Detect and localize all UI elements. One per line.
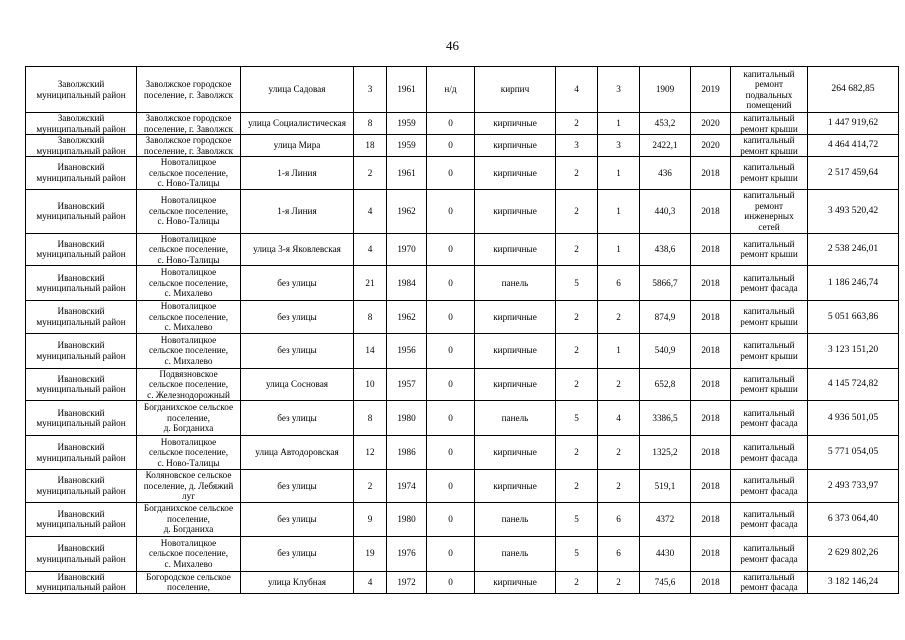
cell-area: 440,3 (640, 189, 691, 233)
cell-wall-material: кирпичные (475, 157, 556, 190)
cell-district: Ивановский муниципальный район (26, 571, 137, 593)
cell-district: Ивановский муниципальный район (26, 333, 137, 368)
cell-col-6-value: 0 (427, 266, 475, 301)
cell-wall-material: кирпичные (475, 333, 556, 368)
cell-street: без улицы (241, 266, 354, 301)
cell-work-type: капитальный ремонт фасада (731, 571, 808, 593)
cell-entrances: 2 (598, 368, 640, 401)
cell-wall-material: кирпичные (475, 571, 556, 593)
cell-district: Заволжский муниципальный район (26, 67, 137, 113)
cell-house-number: 8 (354, 401, 387, 436)
cell-work-type: капитальный ремонт крыши (731, 157, 808, 190)
cell-house-number: 18 (354, 135, 387, 157)
cell-street: 1-я Линия (241, 157, 354, 190)
cell-work-type: капитальный ремонт крыши (731, 233, 808, 266)
cell-floors: 2 (556, 157, 598, 190)
cell-street: улица Сосновая (241, 368, 354, 401)
cell-work-type: капитальный ремонт фасада (731, 502, 808, 536)
cell-street: улица Мира (241, 135, 354, 157)
cell-floors: 3 (556, 135, 598, 157)
cell-house-number: 2 (354, 470, 387, 503)
table-row (26, 401, 899, 436)
cell-floors: 2 (556, 301, 598, 334)
cell-street: без улицы (241, 536, 354, 571)
cell-area: 874,9 (640, 301, 691, 334)
cell-work-type: капитальный ремонт инженерных сетей (731, 189, 808, 233)
cell-entrances: 2 (598, 436, 640, 470)
cell-area: 5866,7 (640, 266, 691, 301)
cell-house-number: 4 (354, 189, 387, 233)
cell-repair-year: 2018 (691, 436, 731, 470)
cell-floors: 5 (556, 266, 598, 301)
cell-district: Ивановский муниципальный район (26, 233, 137, 266)
cell-repair-year: 2018 (691, 536, 731, 571)
cell-col-6-value: 0 (427, 157, 475, 190)
cell-street: улица Автодоровская (241, 436, 354, 470)
page-number: 46 (446, 38, 459, 53)
cell-settlement: Заволжское городское поселение, г. Заволжск (137, 113, 241, 135)
cell-build-year: 1962 (387, 301, 427, 334)
cell-col-6-value: 0 (427, 135, 475, 157)
cell-house-number: 8 (354, 113, 387, 135)
cell-amount: 5 051 663,86 (808, 301, 899, 334)
cell-build-year: 1984 (387, 266, 427, 301)
cell-house-number: 19 (354, 536, 387, 571)
cell-settlement: Новоталицкое сельское поселение, с. Ново-Талицы (137, 233, 241, 266)
table-row (26, 157, 899, 190)
cell-wall-material: кирпичные (475, 368, 556, 401)
cell-street: улица Социалистическая (241, 113, 354, 135)
cell-build-year: 1961 (387, 67, 427, 113)
cell-floors: 2 (556, 571, 598, 593)
cell-wall-material: кирпичные (475, 233, 556, 266)
cell-wall-material: кирпичные (475, 436, 556, 470)
cell-floors: 2 (556, 436, 598, 470)
cell-street: без улицы (241, 301, 354, 334)
table-row (26, 135, 899, 157)
cell-street: 1-я Линия (241, 189, 354, 233)
cell-settlement: Богданихское сельское поселение, д. Богданиха (137, 401, 241, 436)
cell-amount: 3 493 520,42 (808, 189, 899, 233)
cell-floors: 2 (556, 233, 598, 266)
cell-col-6-value: 0 (427, 113, 475, 135)
cell-repair-year: 2018 (691, 266, 731, 301)
cell-area: 438,6 (640, 233, 691, 266)
cell-work-type: капитальный ремонт фасада (731, 436, 808, 470)
cell-wall-material: панель (475, 502, 556, 536)
cell-house-number: 14 (354, 333, 387, 368)
cell-entrances: 1 (598, 113, 640, 135)
cell-amount: 2 493 733,97 (808, 470, 899, 503)
cell-floors: 2 (556, 470, 598, 503)
cell-district: Ивановский муниципальный район (26, 536, 137, 571)
cell-house-number: 12 (354, 436, 387, 470)
cell-settlement: Новоталицкое сельское поселение, с. Михалево (137, 266, 241, 301)
cell-entrances: 6 (598, 536, 640, 571)
cell-street: улица Садовая (241, 67, 354, 113)
cell-area: 4430 (640, 536, 691, 571)
cell-entrances: 4 (598, 401, 640, 436)
cell-amount: 2 517 459,64 (808, 157, 899, 190)
table-row (26, 189, 899, 233)
cell-settlement: Новоталицкое сельское поселение, с. Ново-Талицы (137, 436, 241, 470)
cell-wall-material: кирпичные (475, 301, 556, 334)
cell-build-year: 1957 (387, 368, 427, 401)
cell-floors: 5 (556, 401, 598, 436)
cell-settlement: Заволжское городское поселение, г. Заволжск (137, 135, 241, 157)
cell-entrances: 1 (598, 233, 640, 266)
cell-district: Заволжский муниципальный район (26, 113, 137, 135)
cell-work-type: капитальный ремонт фасада (731, 401, 808, 436)
cell-district: Ивановский муниципальный район (26, 189, 137, 233)
cell-floors: 5 (556, 502, 598, 536)
cell-floors: 2 (556, 333, 598, 368)
cell-house-number: 21 (354, 266, 387, 301)
cell-repair-year: 2018 (691, 571, 731, 593)
cell-settlement: Новоталицкое сельское поселение, с. Михалево (137, 536, 241, 571)
cell-settlement: Новоталицкое сельское поселение, с. Михалево (137, 333, 241, 368)
cell-house-number: 4 (354, 571, 387, 593)
cell-amount: 1 447 919,62 (808, 113, 899, 135)
table-row (26, 368, 899, 401)
cell-floors: 2 (556, 189, 598, 233)
cell-work-type: капитальный ремонт крыши (731, 301, 808, 334)
cell-build-year: 1956 (387, 333, 427, 368)
cell-wall-material: кирпичные (475, 470, 556, 503)
cell-col-6-value: 0 (427, 502, 475, 536)
cell-wall-material: кирпич (475, 67, 556, 113)
cell-area: 2422,1 (640, 135, 691, 157)
cell-settlement: Подвязновское сельское поселение, с. Железнодорожный (137, 368, 241, 401)
cell-work-type: капитальный ремонт крыши (731, 113, 808, 135)
cell-repair-year: 2018 (691, 333, 731, 368)
cell-col-6-value: 0 (427, 333, 475, 368)
cell-district: Заволжский муниципальный район (26, 135, 137, 157)
cell-amount: 4 936 501,05 (808, 401, 899, 436)
cell-amount: 5 771 054,05 (808, 436, 899, 470)
cell-settlement: Новоталицкое сельское поселение, с. Михалево (137, 301, 241, 334)
cell-col-6-value: 0 (427, 436, 475, 470)
cell-entrances: 1 (598, 333, 640, 368)
cell-wall-material: панель (475, 266, 556, 301)
cell-amount: 3 123 151,20 (808, 333, 899, 368)
cell-build-year: 1986 (387, 436, 427, 470)
cell-entrances: 6 (598, 266, 640, 301)
cell-district: Ивановский муниципальный район (26, 301, 137, 334)
cell-repair-year: 2019 (691, 67, 731, 113)
cell-amount: 4 464 414,72 (808, 135, 899, 157)
cell-street: без улицы (241, 333, 354, 368)
cell-amount: 3 182 146,24 (808, 571, 899, 593)
cell-district: Ивановский муниципальный район (26, 401, 137, 436)
cell-house-number: 4 (354, 233, 387, 266)
table-row (26, 536, 899, 571)
cell-settlement: Коляновское сельское поселение, д. Лебяжий луг (137, 470, 241, 503)
cell-settlement: Богородское сельское поселение, (137, 571, 241, 593)
cell-col-6-value: н/д (427, 67, 475, 113)
cell-area: 540,9 (640, 333, 691, 368)
cell-street: улица 3-я Яковлевская (241, 233, 354, 266)
cell-col-6-value: 0 (427, 571, 475, 593)
cell-floors: 5 (556, 536, 598, 571)
cell-area: 436 (640, 157, 691, 190)
table-row (26, 233, 899, 266)
cell-build-year: 1959 (387, 113, 427, 135)
cell-wall-material: кирпичные (475, 135, 556, 157)
cell-amount: 2 538 246,01 (808, 233, 899, 266)
table-row (26, 436, 899, 470)
cell-street: без улицы (241, 401, 354, 436)
table-row (26, 502, 899, 536)
cell-wall-material: панель (475, 401, 556, 436)
cell-house-number: 10 (354, 368, 387, 401)
cell-area: 1325,2 (640, 436, 691, 470)
cell-area: 453,2 (640, 113, 691, 135)
cell-settlement: Новоталицкое сельское поселение, с. Ново-Талицы (137, 157, 241, 190)
cell-settlement: Богданихское сельское поселение, д. Богданиха (137, 502, 241, 536)
cell-col-6-value: 0 (427, 233, 475, 266)
cell-house-number: 3 (354, 67, 387, 113)
cell-build-year: 1972 (387, 571, 427, 593)
cell-district: Ивановский муниципальный район (26, 470, 137, 503)
cell-amount: 1 186 246,74 (808, 266, 899, 301)
cell-amount: 2 629 802,26 (808, 536, 899, 571)
cell-work-type: капитальный ремонт подвальных помещений (731, 67, 808, 113)
cell-build-year: 1970 (387, 233, 427, 266)
cell-work-type: капитальный ремонт фасада (731, 470, 808, 503)
cell-area: 519,1 (640, 470, 691, 503)
cell-build-year: 1959 (387, 135, 427, 157)
cell-entrances: 3 (598, 135, 640, 157)
cell-wall-material: панель (475, 536, 556, 571)
cell-entrances: 1 (598, 189, 640, 233)
cell-house-number: 8 (354, 301, 387, 334)
table-row (26, 113, 899, 135)
cell-area: 1909 (640, 67, 691, 113)
cell-area: 4372 (640, 502, 691, 536)
table-row (26, 571, 899, 593)
cell-repair-year: 2018 (691, 502, 731, 536)
table-row (26, 301, 899, 334)
cell-district: Ивановский муниципальный район (26, 157, 137, 190)
cell-amount: 6 373 064,40 (808, 502, 899, 536)
table-row (26, 266, 899, 301)
cell-build-year: 1976 (387, 536, 427, 571)
cell-col-6-value: 0 (427, 368, 475, 401)
cell-district: Ивановский муниципальный район (26, 436, 137, 470)
cell-street: без улицы (241, 470, 354, 503)
cell-area: 745,6 (640, 571, 691, 593)
cell-wall-material: кирпичные (475, 113, 556, 135)
cell-district: Ивановский муниципальный район (26, 266, 137, 301)
cell-col-6-value: 0 (427, 301, 475, 334)
cell-amount: 264 682,85 (808, 67, 899, 113)
cell-wall-material: кирпичные (475, 189, 556, 233)
cell-col-6-value: 0 (427, 189, 475, 233)
cell-work-type: капитальный ремонт крыши (731, 333, 808, 368)
cell-settlement: Новоталицкое сельское поселение, с. Ново-Талицы (137, 189, 241, 233)
cell-settlement: Заволжское городское поселение, г. Заволжск (137, 67, 241, 113)
cell-floors: 2 (556, 368, 598, 401)
cell-area: 652,8 (640, 368, 691, 401)
cell-street: улица Клубная (241, 571, 354, 593)
cell-entrances: 2 (598, 470, 640, 503)
cell-work-type: капитальный ремонт крыши (731, 135, 808, 157)
cell-col-6-value: 0 (427, 470, 475, 503)
cell-amount: 4 145 724,82 (808, 368, 899, 401)
cell-entrances: 6 (598, 502, 640, 536)
cell-repair-year: 2018 (691, 470, 731, 503)
cell-build-year: 1974 (387, 470, 427, 503)
cell-entrances: 3 (598, 67, 640, 113)
cell-repair-year: 2018 (691, 368, 731, 401)
cell-build-year: 1980 (387, 401, 427, 436)
cell-col-6-value: 0 (427, 536, 475, 571)
cell-house-number: 2 (354, 157, 387, 190)
cell-work-type: капитальный ремонт фасада (731, 266, 808, 301)
cell-street: без улицы (241, 502, 354, 536)
cell-repair-year: 2018 (691, 301, 731, 334)
cell-build-year: 1961 (387, 157, 427, 190)
table-row (26, 470, 899, 503)
cell-build-year: 1980 (387, 502, 427, 536)
cell-work-type: капитальный ремонт фасада (731, 536, 808, 571)
cell-repair-year: 2020 (691, 135, 731, 157)
housing-repair-table (25, 66, 899, 594)
cell-repair-year: 2018 (691, 189, 731, 233)
cell-district: Ивановский муниципальный район (26, 368, 137, 401)
cell-repair-year: 2018 (691, 233, 731, 266)
cell-floors: 4 (556, 67, 598, 113)
cell-district: Ивановский муниципальный район (26, 502, 137, 536)
cell-house-number: 9 (354, 502, 387, 536)
table-row (26, 333, 899, 368)
cell-repair-year: 2018 (691, 401, 731, 436)
cell-area: 3386,5 (640, 401, 691, 436)
cell-build-year: 1962 (387, 189, 427, 233)
cell-work-type: капитальный ремонт крыши (731, 368, 808, 401)
cell-col-6-value: 0 (427, 401, 475, 436)
cell-entrances: 2 (598, 571, 640, 593)
cell-floors: 2 (556, 113, 598, 135)
cell-entrances: 1 (598, 157, 640, 190)
cell-entrances: 2 (598, 301, 640, 334)
cell-repair-year: 2018 (691, 157, 731, 190)
cell-repair-year: 2020 (691, 113, 731, 135)
table-row (26, 67, 899, 113)
